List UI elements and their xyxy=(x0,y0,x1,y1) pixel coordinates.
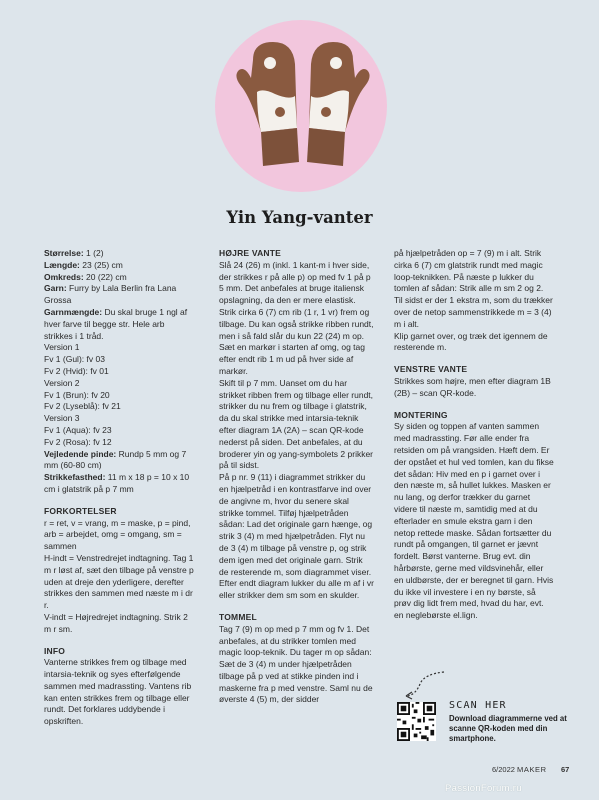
thumb-heading: TOMMEL xyxy=(219,611,257,622)
spec-value: 20 (22) cm xyxy=(83,271,127,282)
right-mitten-p4: Efter endt diagram lukker du alle m af i vr eller strikker dem sm som en skulder. xyxy=(219,578,374,601)
spec-value: Fv 2 (Rosa): fv 12 xyxy=(44,436,112,447)
page-number: 67 xyxy=(561,765,570,774)
abbrev-text: r = ret, v = vrang, m = maske, p = pind, arb = arbejdet, omg = omgang, sm = sammen xyxy=(44,517,191,552)
info-heading: INFO xyxy=(44,645,66,656)
spec-line xyxy=(44,342,194,354)
spec-line xyxy=(44,449,194,473)
spec-line xyxy=(44,437,194,449)
watermark: PassionForum.ru xyxy=(445,783,522,794)
qr-code-icon[interactable] xyxy=(397,702,436,741)
right-mitten-p3: På p nr. 9 (11) i diagrammet strikker du en hjælpetråd i en kontrastfarve ind over de angivne m, hvor du senere skal strikke tommel. Tilføj hjælpetråden sådan: Lad det originale garn hænge, og strik 3 (4) m med hjælpetråden. Flyt nu de 3 (4) m tilbage på venstre p, og strik dem igen med det originale garn. Strik de resterende m, som diagrammet viser. xyxy=(219,472,373,577)
spec-value: Fv 1 (Brun): fv 20 xyxy=(44,389,110,400)
spec-value: Fv 2 (Lyseblå): fv 21 xyxy=(44,401,121,412)
right-mitten xyxy=(307,42,370,166)
spec-value: Fv 2 (Hvid): fv 01 xyxy=(44,365,109,376)
arrow-icon xyxy=(404,670,446,702)
spec-value: Fv 1 (Gul): fv 03 xyxy=(44,354,105,365)
column-right-mitten xyxy=(219,248,374,706)
thumb-continued-p2: Klip garnet over, og træk det igennem de resterende m. xyxy=(394,330,548,353)
thumb-continued-p1: på hjælpetråden op = 7 (9) m i alt. Strik cirka 6 (7) cm glatstrik rundt med magic loop-teknikken. På næste p lukker du tomlen af sådan: Strik alle m sm 2 og 2. Til sidst er der 1 ekstra m, som du trækker over de netop sammenstrikkede m = 3 (4) m i alt. xyxy=(394,248,553,329)
right-mitten-p1: Slå 24 (26) m (inkl. 1 kant-m i hver side, der strikkes r på alle p) op med fv 1 på p 5 mm. Det anbefales at bruge italiensk opslagning, da den er mere elastisk. Strik cirka 6 (7) cm rib (1 r, 1 vr) frem og tilbage. Du kan også strikke ribben rundt, men i så fald slår du kun 22 (24) m op. Sæt en markør i starten af omg, og tag efter endt rib 1 m ud på hver side af markør. xyxy=(219,259,374,376)
spec-value: Version 1 xyxy=(44,342,80,353)
specs-list xyxy=(44,248,194,496)
thumb-text: Tag 7 (9) m op med p 7 mm og fv 1. Det anbefales, at du strikker tomlen med magic loop-teknik. Du tager m op sådan: Sæt de 3 (4) m under hjælpetråden tilbage på p ved at stikke pinden ind i maskerne fra p med venstre. Saml nu de øverste 4 (5) m, der sidder xyxy=(219,623,373,705)
right-mitten-heading: HØJRE VANTE xyxy=(219,248,282,258)
spec-line xyxy=(44,354,194,366)
spec-line xyxy=(44,272,194,284)
spec-value: Furry by Lala Berlin fra Lana Grossa xyxy=(44,283,177,306)
spec-value: 1 (2) xyxy=(83,248,104,258)
spec-line xyxy=(44,283,194,307)
scan-title: SCAN HER xyxy=(449,700,507,711)
footer-magazine: MAKER xyxy=(517,765,547,774)
left-mitten-heading: VENSTRE VANTE xyxy=(394,364,468,375)
spec-line xyxy=(44,366,194,378)
left-mitten-text: Strikkes som højre, men efter diagram 1B (2B) – scan QR-kode. xyxy=(394,375,551,398)
mittens-image xyxy=(223,38,383,170)
spec-value: 11 m x 18 p = 10 x 10 cm i glatstrik på p 7 mm xyxy=(44,472,190,494)
footer-issue: 6/2022 xyxy=(492,765,515,774)
spec-line xyxy=(44,472,194,496)
column-specs xyxy=(44,248,194,728)
spec-value: Fv 1 (Aqua): fv 23 xyxy=(44,424,112,435)
spec-value: Version 2 xyxy=(44,377,80,388)
spec-line xyxy=(44,390,194,402)
spec-label: Strikkefasthed: xyxy=(44,472,106,483)
spec-value: Version 3 xyxy=(44,413,80,424)
spec-line xyxy=(44,413,194,425)
info-text: Vanterne strikkes frem og tilbage med intarsia-teknik og syes efterfølgende sammen med madrassting. Vantens rib kan enten strikkes frem og tilbage eller rundt. Det forklares uddybende i opskriften. xyxy=(44,657,192,727)
right-mitten-p2: Skift til p 7 mm. Uanset om du har strikket ribben frem og tilbage eller rundt, strikker du nu frem og tilbage i glatstrik, da du skal strikke med intarsia-teknik efter diagram 1A (2A) – scan QR-kode nederst på siden. Det anbefales, at du broderer yin og yang-symbolets 2 prikker på til sidst. xyxy=(219,377,374,471)
assembly-text: Sy siden og toppen af vanten sammen med madrassting. Før alle ender fra retsiden om på vrangsiden. Hæft dem. Er der opstået et hul ved tomlen, kan du fikse det sådan: Hiv med en p i garnet over i den næste m, så hullet lukkes. Masken er nu lang, og derfor trækker du garnet videre til næste m, samtidig med at du efterlader en smule ekstra garn i den netop rettede maske. Sådan fortsætter du rundt på omgangen, til garnet er jævnt fordelt. Børst vanterne. Brug evt. din hårbørste, gerne med vildsvinehår, eller en uldbørste, der er beregnet til garn. Hvis du ikke vil investere i en ny børste, så prøv dig lidt frem med, hvad du har, evt. en neglebørste el.lign. xyxy=(394,421,554,621)
spec-line xyxy=(44,401,194,413)
spec-value: 23 (25) cm xyxy=(79,259,123,270)
spec-label: Garnmængde: xyxy=(44,306,103,317)
spec-line xyxy=(44,378,194,390)
spec-label: Garn: xyxy=(44,283,67,294)
spec-line xyxy=(44,307,194,342)
spec-line xyxy=(44,248,194,260)
scan-text: Download diagrammerne ved at scanne QR-koden med din smartphone. xyxy=(449,714,567,743)
spec-label: Omkreds: xyxy=(44,271,84,282)
spec-label: Vejledende pinde: xyxy=(44,448,117,459)
abbrev-h-indt: H-indt = Venstredrejet indtagning. Tag 1 m r løst af, sæt den tilbage på venstre p uden at dreje den yderligere, derefter strikkes den sammen med næste m i dr r. xyxy=(44,552,194,611)
abbrev-v-indt: V-indt = Højredrejet indtagning. Strik 2 m r sm. xyxy=(44,611,188,634)
spec-label: Længde: xyxy=(44,259,80,270)
assembly-heading: MONTERING xyxy=(394,409,448,420)
spec-line xyxy=(44,260,194,272)
spec-line xyxy=(44,425,194,437)
abbrev-heading: FORKORTELSER xyxy=(44,505,117,516)
spec-value: Du skal bruge 1 ngl af hver farve til begge str. Hele arb strikkes i 1 tråd. xyxy=(44,306,188,341)
column-assembly xyxy=(394,248,554,622)
spec-label: Størrelse: xyxy=(44,248,84,258)
spec-value: Rundp 5 mm og 7 mm (60-80 cm) xyxy=(44,448,187,471)
left-mitten xyxy=(236,42,299,166)
article-title: Yin Yang-vanter xyxy=(226,208,373,227)
